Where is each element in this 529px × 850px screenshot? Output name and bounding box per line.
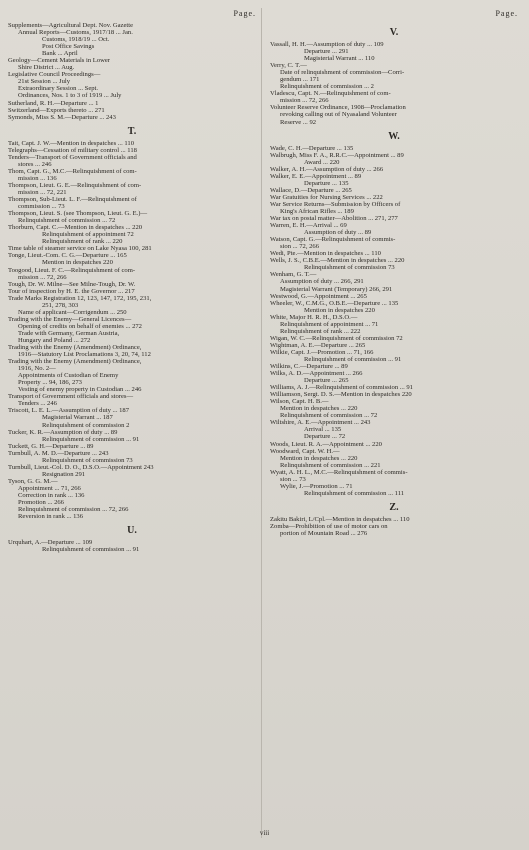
index-entry: Tait, Capt. J. W.—Mention in despatches ... 110 (8, 139, 135, 147)
index-entry: Trading with the Enemy—General Licences— (8, 315, 132, 323)
index-entry: commission ... 73 (18, 203, 65, 211)
index-entry: Bank ... April (42, 50, 78, 58)
index-entry: Thom, Capt. G., M.C.—Relinquishment of com- (8, 167, 137, 175)
index-entry: Magisterial Warrant ... 187 (42, 414, 113, 422)
index-entry: Tenders—Transport of Government officials and (8, 153, 137, 161)
index-entry: Woodward, Capt. W. H.— (270, 447, 340, 455)
index-entry: Symonds, Miss S. M.—Departure ... 243 (8, 113, 116, 121)
index-entry: Turnbull, Lieut.-Col. D. O., D.S.O.—Appointment 243 (8, 463, 154, 471)
index-entry: stores ... 246 (18, 160, 52, 168)
index-entry: Opening of credits on behalf of enemies ... 272 (18, 322, 142, 330)
index-entry: Vladescu, Capt. N.—Relinquishment of com- (270, 90, 391, 98)
index-list-left (8, 22, 256, 553)
index-entry: Relinquishment of commission 2 (42, 421, 130, 429)
index-entry: Relinquishment of rank ... 222 (280, 327, 361, 335)
index-entry: Wiltshire, A. E.—Appointment ... 243 (270, 419, 371, 427)
index-entry: Mention in despatches ... 220 (280, 405, 358, 413)
index-entry: Williams, A. J.—Relinquishment of commission ... 91 (270, 384, 413, 392)
index-entry: Extraordinary Session ... Sept. (18, 85, 99, 93)
index-entry: Relinquishment of appointment ... 71 (280, 320, 379, 328)
index-entry: Mention in despatches 220 (304, 306, 375, 314)
index-entry: Thompson, Lieut. G. E.—Relinquishment of com- (8, 181, 142, 189)
right-column (270, 10, 518, 537)
index-entry: Relinquishment of commission ... 111 (304, 489, 405, 497)
column-divider (261, 8, 262, 838)
section-letter: U. (127, 525, 137, 537)
index-entry: Wigan, W. C.—Relinquishment of commission 72 (270, 334, 403, 342)
index-entry: Vassall, H. H.—Assumption of duty ... 109 (270, 41, 384, 48)
index-entry: Trading with the Enemy (Amendment) Ordinance, (8, 358, 142, 366)
index-entry: Mention in despatches ... 220 (280, 454, 358, 462)
index-entry: Annual Reports—Customs, 1917/18 ... Jan. (18, 29, 133, 37)
index-entry: Switzerland—Exports thereto ... 271 (8, 106, 105, 114)
index-entry: Wightman, A. E.—Departure ... 265 (270, 341, 366, 349)
index-entry: 21st Session ... July (18, 78, 71, 86)
index-entry: Relinquishment of commission ... 2 (280, 83, 374, 91)
index-entry: Award ... 220 (304, 158, 340, 166)
index-entry: Volunteer Reserve Ordinance, 1908—Proclamation (270, 104, 406, 112)
left-column (8, 10, 256, 553)
index-entry: Sutherland, R. H.—Departure ... 1 (8, 99, 99, 107)
index-entry: Relinquishment of commission 73 (42, 456, 133, 464)
index-entry: Triscott, L. E. L.—Assumption of duty ... 187 (8, 407, 130, 415)
index-entry: Watson, Capt. G.—Relinquishment of commis- (270, 236, 396, 244)
page-column-label: Page. (495, 9, 518, 18)
index-entry: War tax on postal matter—Abolition ... 271, 277 (270, 215, 398, 223)
index-entry: Wallace, D.—Departure ... 265 (270, 186, 352, 194)
index-entry: Reversion in rank ... 136 (18, 513, 84, 521)
index-entry: sion ... 73 (280, 475, 306, 483)
index-entry: Zomba—Prohibition of use of motor cars on (270, 522, 388, 530)
index-entry: Wilkins, C.—Departure ... 89 (270, 363, 348, 371)
index-entry: Vesting of enemy property in Custodian ... 246 (18, 386, 142, 394)
index-entry: Thorburn, Capt. C.—Mention in despatches ... 220 (8, 224, 143, 232)
index-entry: Wilks, A. D.—Appointment ... 266 (270, 370, 363, 378)
index-entry: Departure ... 291 (304, 48, 349, 56)
index-entry: Thompson, Sub-Lieut. L. F.—Relinquishment of (8, 196, 137, 204)
index-entry: Relinquishment of commission ... 91 (42, 546, 140, 554)
index-entry: King's African Rifles ... 189 (280, 207, 354, 215)
section-letter: Z. (389, 501, 399, 513)
index-entry: War Gratuities for Nursing Services ... 222 (270, 193, 383, 201)
index-entry: mission ... 72, 221 (18, 188, 67, 196)
index-entry: Williamson, Sergt. D. S.—Mention in despatches 220 (270, 391, 412, 399)
index-entry: Assumption of duty ... 266, 291 (280, 278, 364, 286)
index-entry: Warren, E. H.—Arrival ... 69 (270, 222, 347, 230)
index-entry: Toogood, Lieut. F. C.—Relinquishment of com- (8, 266, 136, 274)
index-entry: Relinquishment of commission ... 72 (280, 412, 378, 420)
index-entry: Resignation 291 (42, 470, 86, 478)
index-entry: revoking calling out of Nyasaland Volunteer (280, 111, 397, 119)
index-entry: Legislative Council Proceedings— (8, 71, 101, 79)
index-entry: Westwood, G.—Appointment ... 265 (270, 292, 367, 300)
index-entry: portion of Mountain Road ... 276 (280, 530, 368, 537)
index-entry: Geology—Cement Materials in Lower (8, 57, 110, 65)
index-entry: Magisterial Warrant (Temporary) 266, 291 (280, 285, 393, 293)
index-entry: Relinquishment of commission ... 72 (18, 217, 116, 225)
section-letter: T. (127, 125, 137, 137)
index-entry: Transport of Government officials and stores— (8, 393, 134, 401)
index-entry: Correction in rank ... 136 (18, 492, 85, 499)
index-entry: Departure ... 135 (304, 179, 349, 187)
index-entry: Reserve ... 92 (280, 118, 317, 126)
index-entry: Wheeler, W., C.M.G., O.B.E.—Departure ... 135 (270, 299, 399, 307)
index-entry: Wilson, Capt. H. B.— (270, 398, 329, 406)
index-entry: mission ... 72, 266 (280, 97, 329, 105)
index-entry: Appointments of Custodian of Enemy (18, 372, 119, 380)
index-entry: Wilkie, Capt. J.—Promotion ... 71, 166 (270, 348, 374, 356)
index-entry: War Service Returns—Submission by Officers of (270, 200, 401, 208)
index-entry: Magisterial Warrant ... 110 (304, 55, 375, 63)
index-entry: mission ... 136 (18, 174, 57, 182)
index-entry: Appointment ... 71, 266 (18, 484, 81, 492)
index-entry: 1916—Statutory List Proclamations 3, 20, 74, 112 (18, 351, 151, 359)
index-entry: Tour of inspection by H. E. the Governor ... 217 (8, 287, 135, 295)
section-letter: V. (389, 27, 399, 38)
index-entry: Supplements—Agricultural Dept. Nov. Gazette (8, 22, 134, 29)
index-entry: Relinquishment of commission ... 91 (42, 435, 140, 443)
index-entry: Wedi, Pte.—Mention in despatches ... 110 (270, 250, 381, 258)
page-number: viii (259, 829, 270, 837)
index-entry: Relinquishment of commission ... 72, 266 (18, 506, 129, 514)
index-entry: Relinquishment of commission ... 91 (304, 355, 402, 363)
index-entry: Mention in despatches 220 (42, 259, 113, 267)
section-letter: W. (388, 130, 400, 142)
index-entry: Wylie, J.—Promotion ... 71 (280, 482, 353, 490)
index-entry: Hungary and Poland ... 272 (18, 336, 91, 344)
index-entry: Wade, C. H.—Departure ... 135 (270, 144, 354, 152)
index-entry: Relinquishment of appointment 72 (42, 231, 134, 239)
index-entry: gendum ... 171 (280, 76, 320, 84)
index-entry: Walker, A. H.—Assumption of duty ... 266 (270, 165, 384, 173)
index-entry: Zakitu Bakiri, L/Cpl.—Mention in despatches ... 110 (270, 515, 410, 523)
index-entry: Name of applicant—Corrigendum ... 250 (18, 308, 127, 316)
index-entry: Tenders ... 246 (18, 400, 57, 408)
page-column-label: Page. (233, 9, 256, 18)
index-entry: Shire District ... Aug. (18, 64, 75, 72)
index-entry: Date of relinquishment of commission—Corri- (280, 69, 405, 77)
index-entry: 251, 278, 303 (42, 301, 79, 309)
index-entry: Relinquishment of rank ... 220 (42, 238, 123, 246)
index-entry: 1916, No. 2— (18, 365, 56, 373)
index-entry: Property ... 94, 186, 273 (18, 379, 82, 387)
index-entry: Urquhart, A.—Departure ... 109 (8, 539, 93, 547)
index-entry: Tough, Dr. W. Milne—See Milne-Tough, Dr. W. (8, 280, 136, 288)
index-entry: Turnbull, A. M. D.—Departure ... 243 (8, 449, 109, 457)
index-entry: Walbrugh, Miss F. A., R.R.C.—Appointment ... 89 (270, 151, 404, 159)
index-entry: Wells, J. S., C.B.E.—Mention in despatches ... 220 (270, 257, 405, 265)
index-entry: Telegraphs—Cessation of military control ... 118 (8, 146, 137, 154)
index-entry: Time table of steamer service on Lake Nyasa 100, 281 (8, 245, 152, 253)
index-entry: Relinquishment of commission ... 221 (280, 461, 381, 469)
index-entry: Departure ... 72 (304, 433, 346, 441)
index-entry: Promotion ... 266 (18, 499, 64, 507)
index-entry: Post Office Savings (42, 43, 95, 51)
index-entry: Woods, Lieut. R. A.—Appointment ... 220 (270, 440, 382, 448)
index-entry: Arrival ... 135 (304, 426, 342, 434)
index-entry: Tyson, G. G. M.— (8, 477, 58, 485)
index-entry: Ordinances, Nos. 1 to 3 of 1919 ... July (18, 92, 122, 100)
index-entry: White, Major H. R. H., D.S.O.— (270, 313, 358, 321)
index-entry: Tonge, Lieut.-Com. C. G.—Departure ... 165 (8, 252, 127, 260)
index-entry: Wyatt, A. H. L., M.C.—Relinquishment of commis- (270, 468, 408, 476)
index-entry: Relinquishment of commission 73 (304, 264, 395, 272)
index-entry: Trading with the Enemy (Amendment) Ordinance, (8, 344, 142, 352)
index-entry: Trade with Germany, German Austria, (18, 329, 120, 337)
index-list-right (270, 26, 518, 537)
index-entry: Departure ... 265 (304, 377, 349, 385)
index-entry: Verry, C. T.— (270, 62, 307, 70)
index-entry: sion ... 72, 266 (280, 243, 320, 251)
index-entry: Customs, 1918/19 ... Oct. (42, 36, 110, 44)
index-entry: Thompson, Lieut. S. (see Thompson, Lieut. G. E.)— (8, 210, 148, 218)
index-entry: Walker, E. E.—Appointment ... 89 (270, 172, 362, 180)
index-entry: Assumption of duty ... 89 (304, 229, 372, 237)
index-entry: Wenham, G. T.— (270, 271, 317, 279)
index-entry: Tuckett, G. H.—Departure ... 89 (8, 442, 94, 450)
index-entry: Trade Marks Registration 12, 123, 147, 172, 195, 231, (8, 294, 152, 302)
index-entry: mission ... 72, 266 (18, 273, 67, 281)
index-entry: Tucker, K. R.—Assumption of duty ... 89 (8, 428, 118, 436)
